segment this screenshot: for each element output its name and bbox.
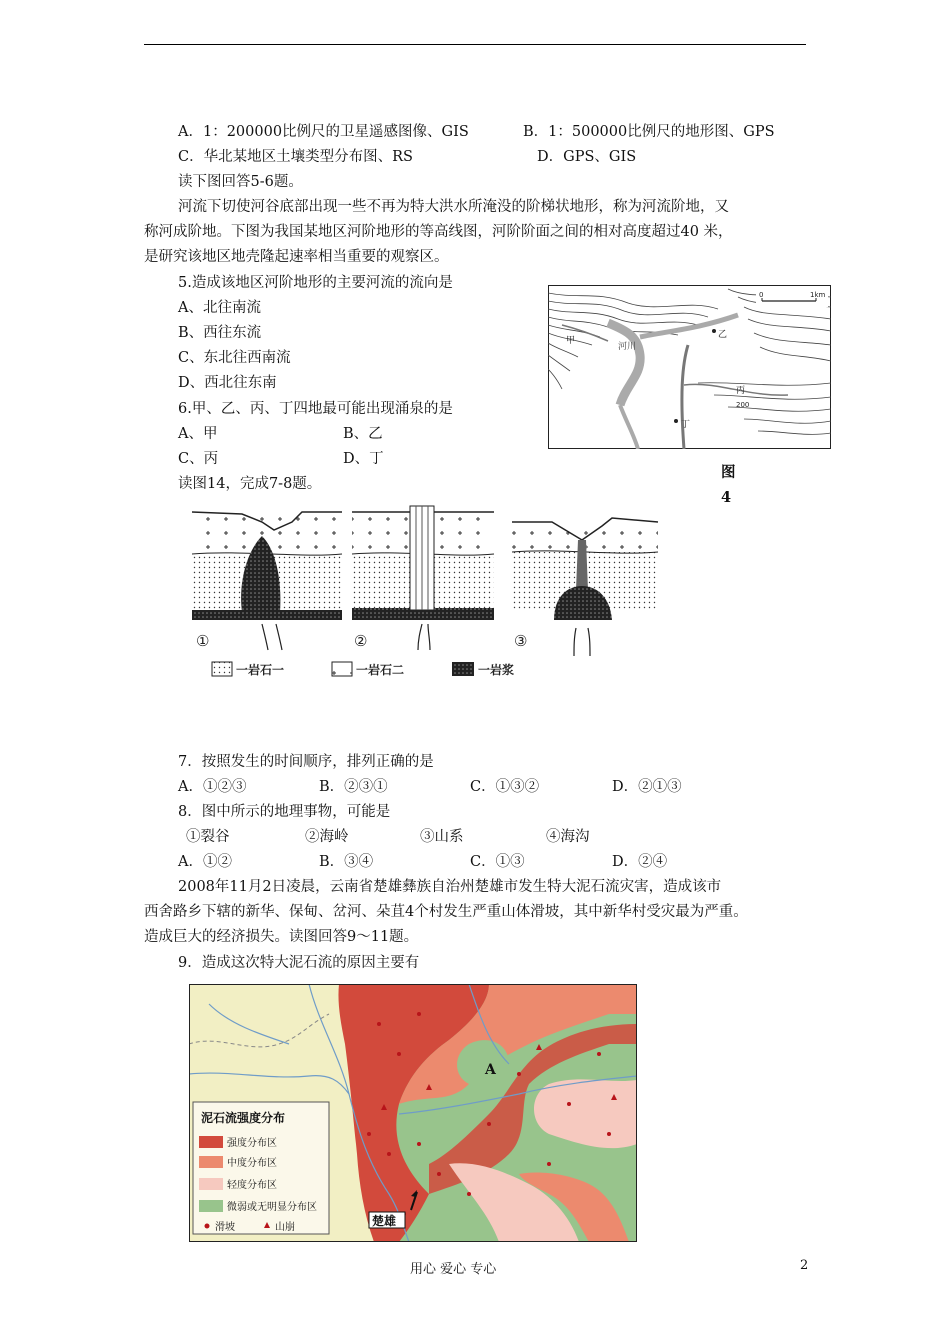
q7-option: A．①②③	[178, 779, 247, 795]
legend-rock-one: 一岩石一	[236, 663, 285, 677]
passage-terrace-line: 是研究该地区地壳隆起速率相当重要的观察区。	[144, 249, 449, 265]
q7-option: B．②③①	[319, 779, 388, 795]
q4-option-c: C．华北某地区土壤类型分布图、RS	[178, 149, 413, 165]
q5-option: D、西北往东南	[178, 375, 277, 391]
chuxiong-label: 楚雄	[372, 1214, 397, 1228]
legend-strong: 强度分布区	[227, 1138, 277, 1149]
q8-option: D．②④	[612, 854, 668, 870]
q7-option: D．②①③	[612, 779, 682, 795]
q6-option: B、乙	[343, 426, 383, 442]
map-label-ding: 丁	[681, 420, 691, 430]
volcano-panel-1	[192, 512, 342, 650]
header-rule	[144, 44, 806, 45]
q8-item: ④海沟	[546, 829, 590, 845]
q8-item: ③山系	[420, 829, 464, 845]
footer-motto: 用心 爱心 专心	[410, 1262, 497, 1277]
q8-stem: 8．图中所示的地理事物，可能是	[178, 804, 391, 820]
q8-option: C．①③	[470, 854, 525, 870]
map-label-a: A	[485, 1062, 496, 1078]
intro-5-6: 读下图回答5-6题。	[178, 174, 303, 190]
volcano-number-2: ②	[354, 632, 368, 650]
passage-terrace-line: 河流下切使河谷底部出现一些不再为特大洪水所淹没的阶梯状地形，称为河流阶地，又	[178, 199, 729, 215]
q7-option: C．①③②	[470, 779, 540, 795]
volcano-number-3: ③	[514, 632, 528, 650]
legend-rock-two: 一岩石二	[356, 663, 405, 677]
river-terrace-contour-map	[548, 285, 831, 449]
volcano-panel-2	[352, 506, 494, 650]
passage-debris-line: 造成巨大的经济损失。读图回答9～11题。	[144, 929, 419, 945]
volcano-panel-3	[512, 518, 658, 656]
passage-debris-line: 2008年11月2日凌晨，云南省楚雄彝族自治州楚雄市发生特大泥石流灾害，造成该市	[178, 879, 722, 895]
intro-7-8: 读图14，完成7-8题。	[178, 476, 322, 492]
legend-weak: 微弱或无明显分布区	[227, 1202, 317, 1213]
map4-caption-number: 4	[721, 489, 732, 506]
q5-option: C、东北往西南流	[178, 350, 291, 366]
passage-terrace-line: 称河成阶地。下图为我国某地区河阶地形的等高线图，河阶阶面之间的相对高度超过40 米，	[144, 224, 733, 240]
map-scale-start: 0	[759, 291, 764, 299]
map-label-yi: 乙	[718, 330, 728, 340]
q8-option: A．①②	[178, 854, 232, 870]
map-label-jia: 甲	[566, 336, 576, 346]
map-river-label: 河川	[618, 342, 637, 352]
q4-option-b: B．1：500000比例尺的地形图、GPS	[523, 124, 775, 140]
map4-caption: 图	[721, 464, 736, 481]
legend-title: 泥石流强度分布	[201, 1111, 286, 1125]
q5-option: A、北往南流	[178, 300, 261, 316]
q6-stem: 6.甲、乙、丙、丁四地最可能出现涌泉的是	[178, 401, 453, 417]
q9-stem: 9．造成这次特大泥石流的原因主要有	[178, 955, 420, 971]
q8-option: B．③④	[319, 854, 374, 870]
map-scale-end: 1km	[810, 291, 826, 299]
q6-option: A、甲	[178, 426, 218, 442]
q6-option: C、丙	[178, 451, 219, 467]
map-contour-label: 200	[736, 401, 750, 409]
volcano-cross-section-figure	[182, 500, 682, 684]
volcano-number-1: ①	[196, 632, 210, 650]
legend-light: 轻度分布区	[227, 1180, 277, 1191]
q8-item: ①裂谷	[186, 829, 230, 845]
map-point-ding	[674, 419, 678, 423]
page-number: 2	[800, 1258, 809, 1273]
q8-item: ②海岭	[305, 829, 349, 845]
legend-collapse: 山崩	[275, 1222, 295, 1233]
q6-option: D、丁	[343, 451, 384, 467]
legend-landslide: 滑坡	[215, 1222, 235, 1233]
passage-debris-line: 西舍路乡下辖的新华、保甸、岔河、朵苴4个村发生严重山体滑坡，其中新华村受灾最为严重。	[144, 904, 748, 920]
q5-option: B、西往东流	[178, 325, 262, 341]
q7-stem: 7．按照发生的时间顺序，排列正确的是	[178, 754, 434, 770]
legend-medium: 中度分布区	[227, 1158, 277, 1169]
map-label-bing: 丙	[736, 386, 746, 396]
q4-option-d: D．GPS、GIS	[537, 149, 637, 165]
legend-magma: 一岩浆	[478, 663, 515, 677]
q4-option-a: A．1：200000比例尺的卫星遥感图像、GIS	[178, 124, 469, 140]
q5-stem: 5.造成该地区河阶地形的主要河流的流向是	[178, 275, 453, 291]
map-point-yi	[712, 329, 716, 333]
debris-flow-distribution-map	[189, 984, 637, 1242]
